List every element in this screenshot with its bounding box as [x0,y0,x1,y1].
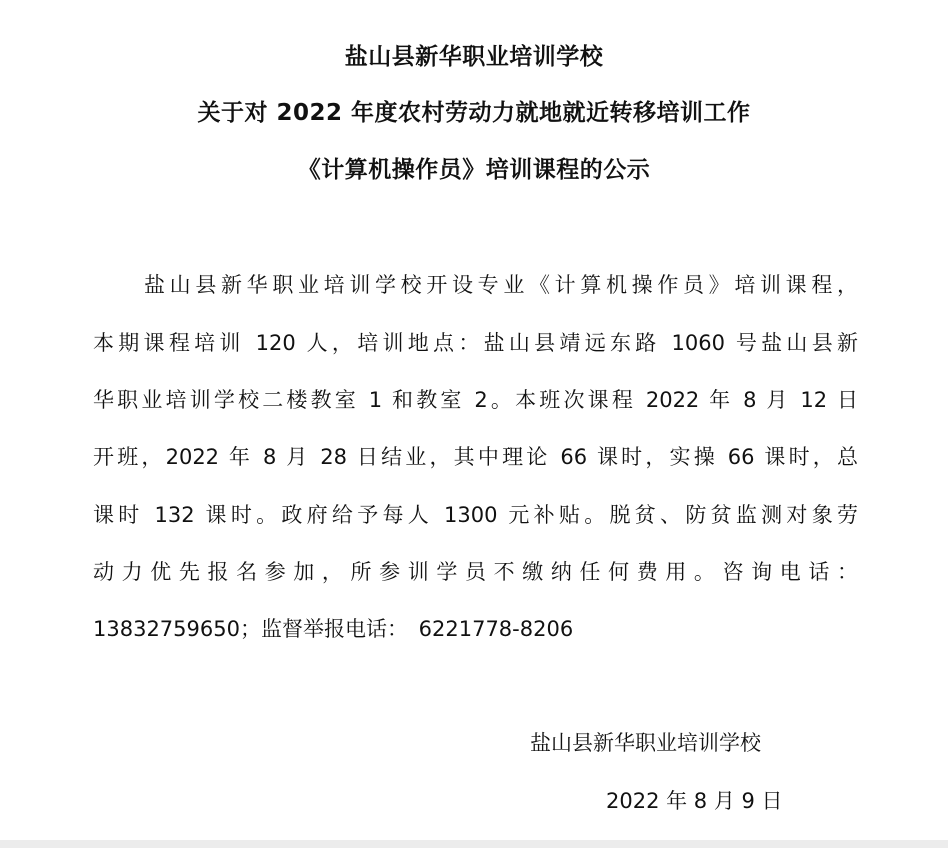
body-line-5: 课时 132 课时。政府给予每人 1300 元补贴。脱贫、防贫监测对象劳 [93,503,858,527]
body-line-7-contact-phones: 13832759650；监督举报电话： 6221778-8206 [93,617,574,641]
document-title-line-2: 关于对 2022 年度农村劳动力就地就近转移培训工作 [197,100,751,126]
body-line-2: 本期课程培训 120 人，培训地点：盐山县靖远东路 1060 号盐山县新 [93,331,858,355]
signature-organization: 盐山县新华职业培训学校 [530,731,761,755]
page-bottom-divider [0,840,948,848]
document-title-line-3: 《计算机操作员》培训课程的公示 [297,157,651,183]
body-line-4: 开班，2022 年 8 月 28 日结业，其中理论 66 课时，实操 66 课时，总 [93,445,858,469]
body-line-3: 华职业培训学校二楼教室 1 和教室 2。本班次课程 2022 年 8 月 12 日 [93,388,858,412]
signature-date: 2022 年 8 月 9 日 [606,789,783,813]
body-line-1: 盐山县新华职业培训学校开设专业《计算机操作员》培训课程， [144,273,858,297]
document-title-line-1: 盐山县新华职业培训学校 [344,44,604,70]
body-line-6: 动力优先报名参加，所参训学员不缴纳任何费用。咨询电话： [93,560,858,584]
